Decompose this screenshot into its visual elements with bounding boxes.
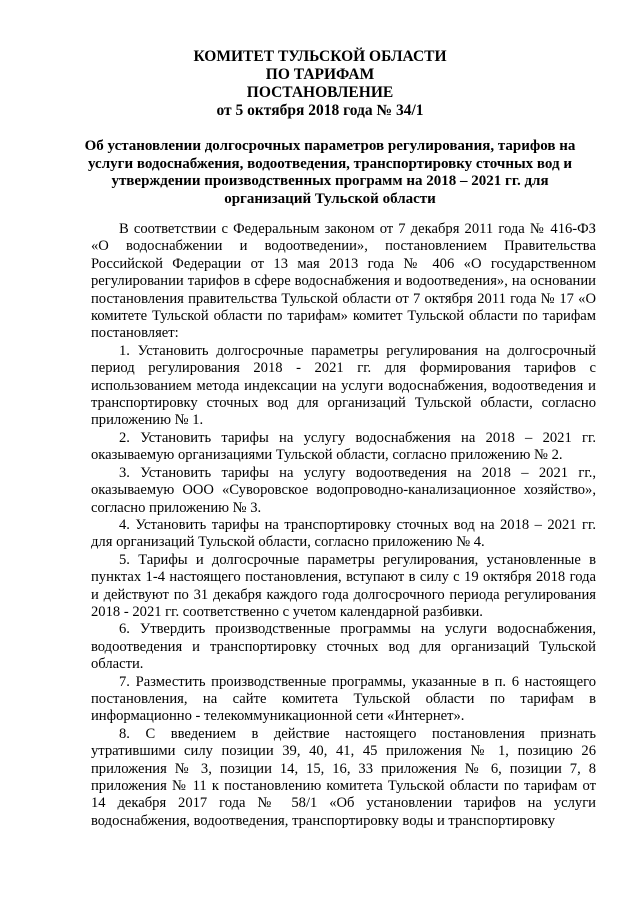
clause-8: 8. С введением в действие настоящего постановления признать утратившими силу позиции 39, 40, 41, 45 приложения № 1, позицию 26 приложения № 3, позиции 14, 15, 16, 33 приложения № 6, позиции 7, 8 приложения № 11 к постановлению комитета Тульской области по тарифам от 14 декабря 2017 года № 58/1 «Об установлении тарифов на услуги водоснабжения, водоотведения, транспортировку воды и транспортировку	[91, 725, 596, 829]
clause-4: 4. Установить тарифы на транспортировку сточных вод на 2018 – 2021 гг. для организаций Тульской области, согласно приложению № 4.	[91, 516, 596, 551]
clause-2: 2. Установить тарифы на услугу водоснабжения на 2018 – 2021 гг. оказываемую организациями Тульской области, согласно приложению № 2.	[91, 429, 596, 464]
document-title: Об установлении долгосрочных параметров регулирования, тарифов на услуги водоснабжения, водоотведения, транспортировку сточных вод и утверждении производственных программ на 2018 – 2021 гг. для организаций Тульской области	[84, 138, 576, 207]
document-header	[60, 48, 580, 120]
document-type: ПОСТАНОВЛЕНИЕ	[246, 84, 394, 101]
document-date-number: от 5 октября 2018 года № 34/1	[216, 102, 424, 119]
clause-3: 3. Установить тарифы на услугу водоотведения на 2018 – 2021 гг., оказываемую ООО «Суворовское водопроводно-канализационное хозяйство», согласно приложению № 3.	[91, 464, 596, 516]
clause-7: 7. Разместить производственные программы, указанные в п. 6 настоящего постановления, на сайте комитета Тульской области по тарифам в информационно - телекоммуникационной сети «Интернет».	[91, 673, 596, 725]
committee-name: КОМИТЕТ ТУЛЬСКОЙ ОБЛАСТИ	[193, 48, 447, 65]
preamble-paragraph: В соответствии с Федеральным законом от 7 декабря 2011 года № 416-ФЗ «О водоснабжении и водоотведении», постановлением Правительства Российской Федерации от 13 мая 2013 года № 406 «О государственном регулировании тарифов в сфере водоснабжения и водоотведения», на основании постановления правительства Тульской области от 7 октября 2011 года № 17 «О комитете Тульской области по тарифам» комитет Тульской области по тарифам постановляет:	[91, 221, 596, 342]
document-body	[91, 221, 596, 830]
clause-5: 5. Тарифы и долгосрочные параметры регулирования, установленные в пунктах 1-4 настоящего постановления, вступают в силу с 19 октября 2018 года и действуют по 31 декабря каждого года долгосрочного периода регулирования 2018 - 2021 гг. соответственно с учетом календарной разбивки.	[91, 551, 596, 620]
clause-1: 1. Установить долгосрочные параметры регулирования на долгосрочный период регулирования 2018 - 2021 гг. для формирования тарифов с использованием метода индексации на услуги водоснабжения, водоотведения и транспортировку сточных вод для организаций Тульской области, согласно приложению № 1.	[91, 342, 596, 429]
clause-6: 6. Утвердить производственные программы на услуги водоснабжения, водоотведения и транспортировку сточных вод для организаций Тульской области.	[91, 621, 596, 673]
committee-subname: ПО ТАРИФАМ	[265, 66, 375, 83]
